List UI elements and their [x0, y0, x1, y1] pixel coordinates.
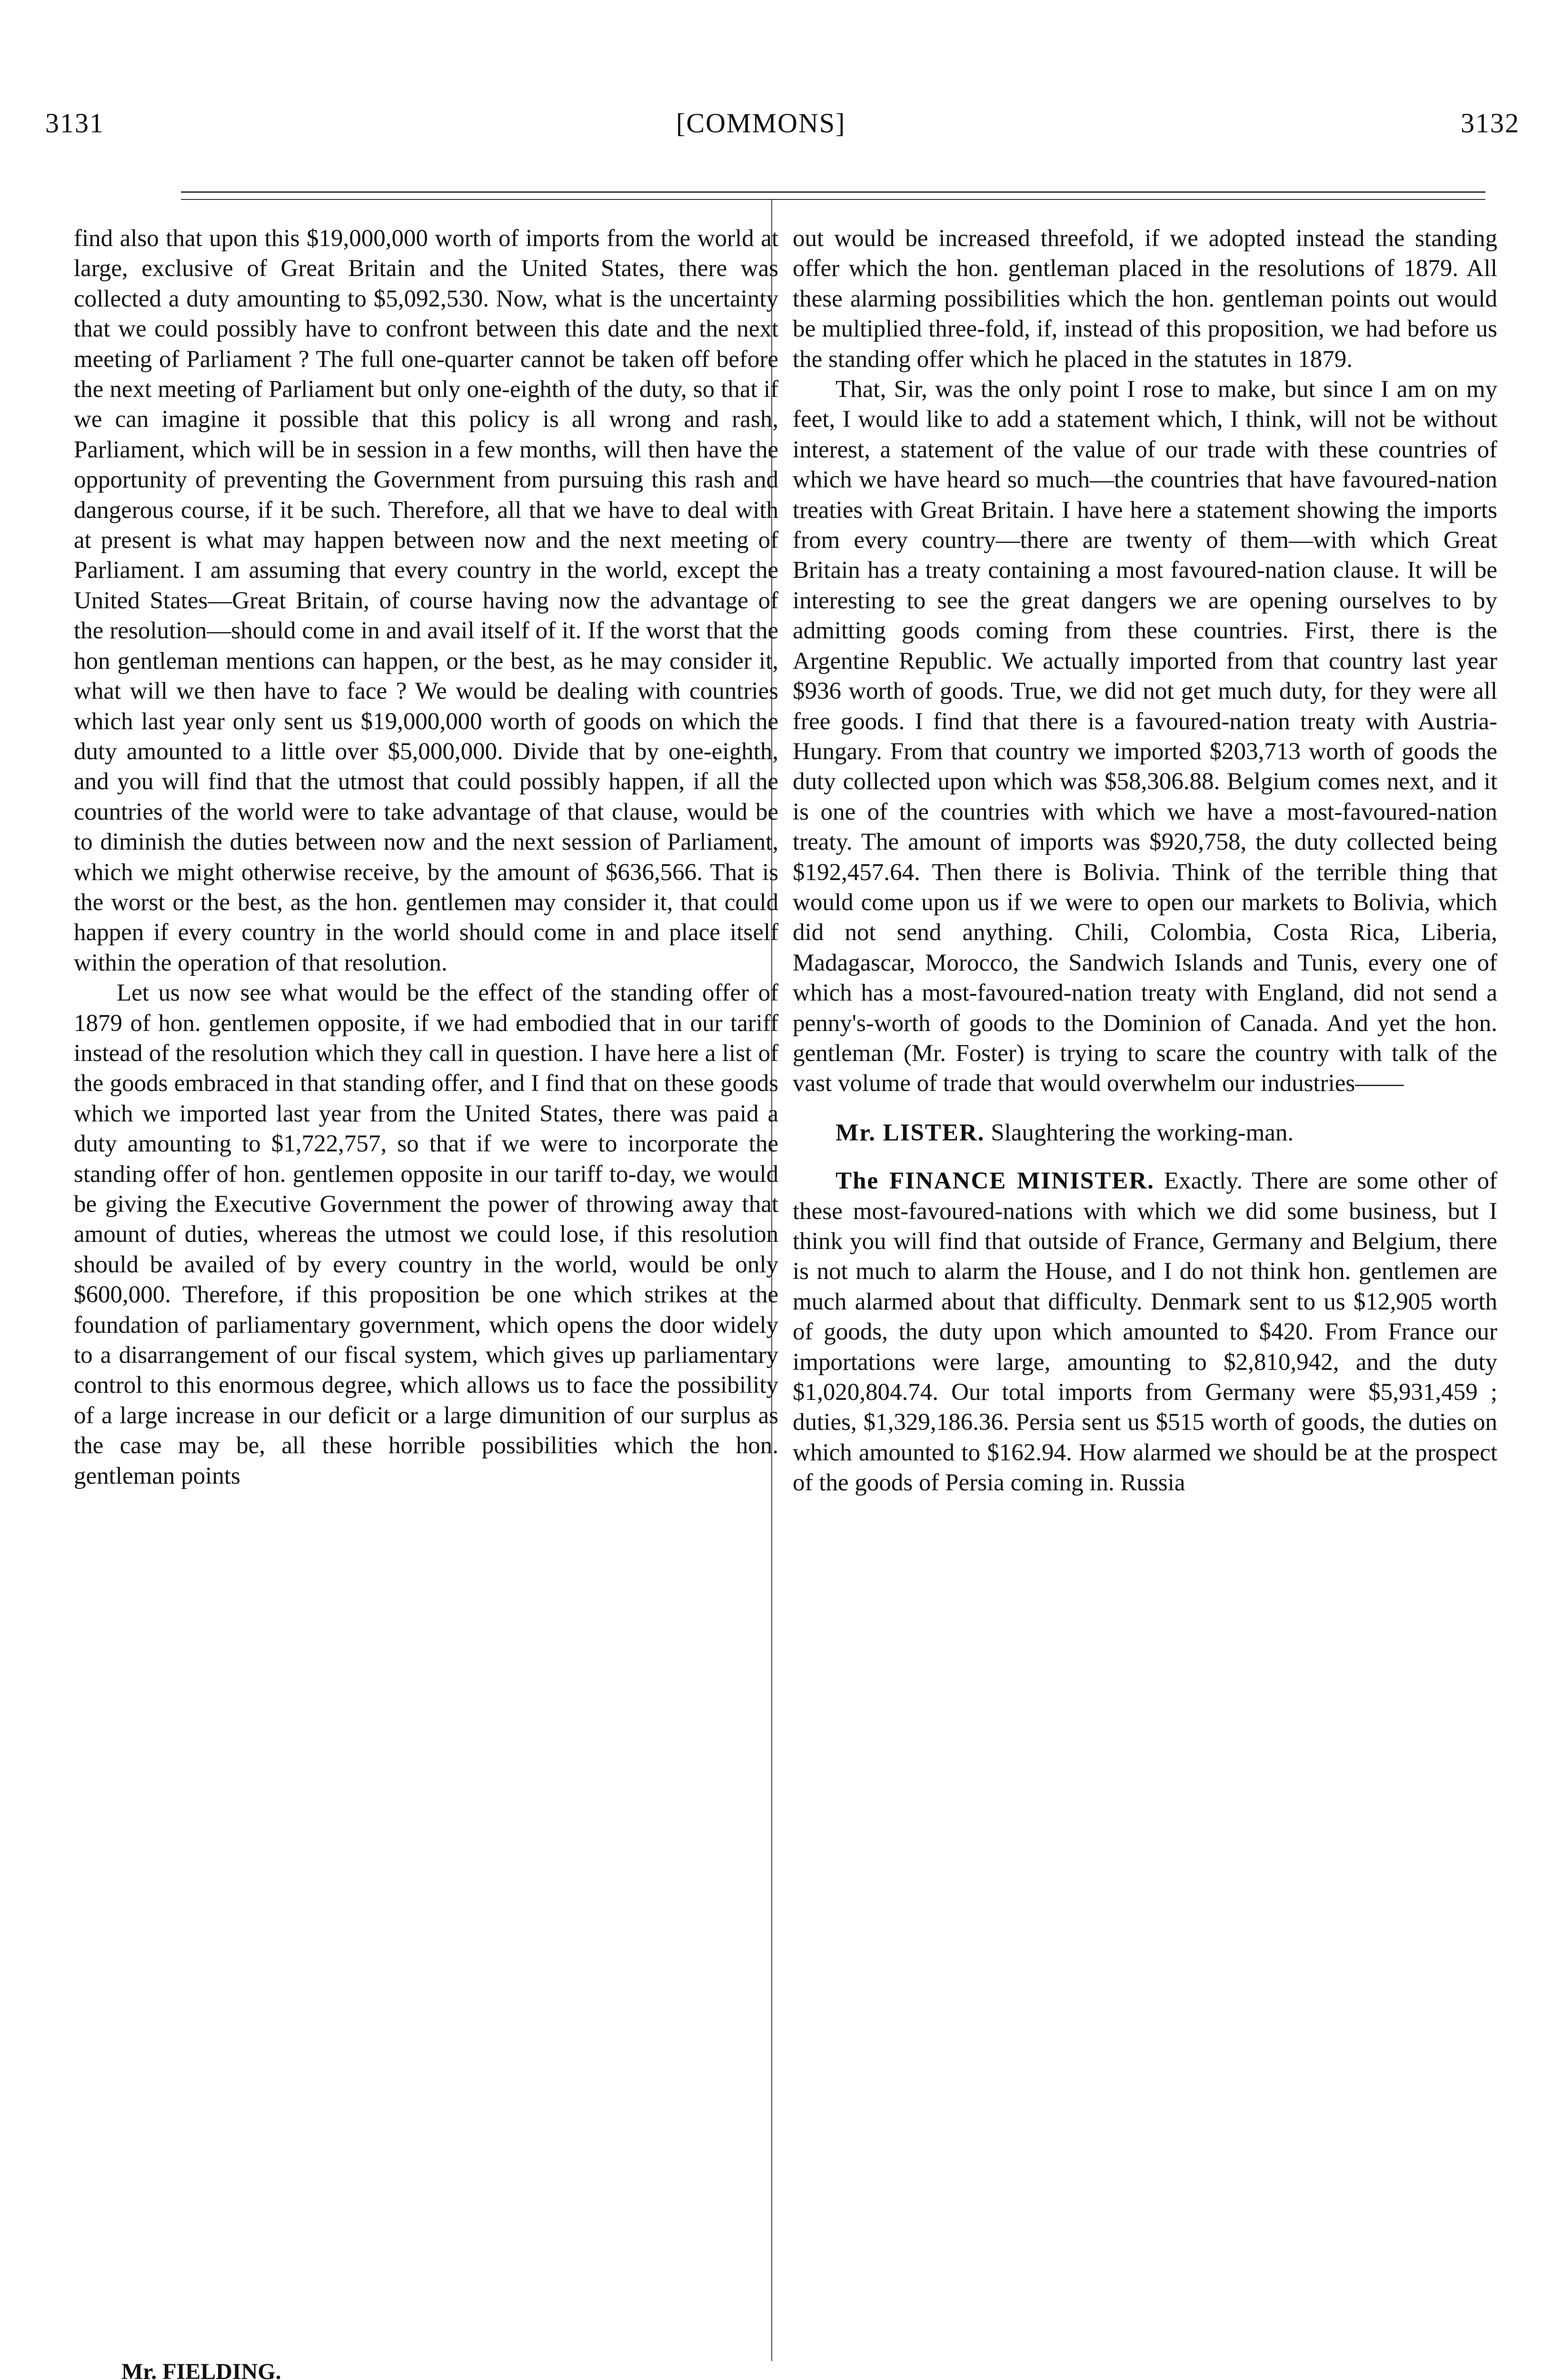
header-rule-top	[181, 191, 1485, 193]
left-paragraph-2: Let us now see what would be the effect of the standing offer of 1879 of hon. gentlemen opposite, if we had embodied that in our tariff instead of the resolution which they call in question. I have here a list of the goods embraced in that standing offer, and I find that on these goods which we imported last year from the United States, there was paid a duty amounting to $1,722,757, so that if we were to incorporate the standing offer of hon. gentlemen opposite in our tariff to-day, we would be giving the Executive Government the power of throwing away that amount of duties, whereas the utmost we could lose, if this resolution should be availed of by every country in the world, would be only $600,000. Therefore, if this proposition be one which strikes at the foundation of parliamentary government, which opens the door widely to a disarrangement of our fiscal system, which gives up parliamentary control to this enormous degree, which allows us to face the possibility of a large increase in our deficit or a large dimunition of our surplus as the case may be, all these horrible possibilities which the hon. gentleman points	[74, 980, 778, 1489]
right-page-number: 3132	[1461, 108, 1520, 139]
right-paragraph-1: out would be increased threefold, if we adopted instead the standing offer which the hon. gentleman placed in the resolutions of 1879. All these alarming possibilities which the hon. gentleman points out would be multiplied three-fold, if, instead of this proposition, we had before us the standing offer which he placed in the statutes in 1879.	[793, 225, 1497, 373]
page-header-title: [COMMONS]	[676, 108, 846, 139]
speech-lister	[793, 1118, 1497, 1148]
speech-finance-minister-text: Exactly. There are some other of these most-favoured-nations with which we did some business, but I think you will find that outside of France, Germany and Belgium, there is not much to alarm the House, and I do not think hon. gentlemen are much alarmed about that difficulty. Denmark sent to us $12,905 worth of goods, the duty upon which amounted to $420. From France our importations were large, amounting to $2,810,942, and the duty $1,020,804.74. Our total imports from Germany were $5,931,459 ; duties, $1,329,186.36. Persia sent us $515 worth of goods, the duties on which amounted to $162.94. How alarmed we should be at the prospect of the goods of Persia coming in. Russia	[793, 1168, 1497, 1497]
speaker-lister: Mr. LISTER.	[836, 1119, 985, 1146]
left-page-number: 3131	[45, 108, 104, 139]
left-paragraph-1: find also that upon this $19,000,000 worth of imports from the world at large, exclusive of Great Britain and the United States, there was collected a duty amounting to $5,092,530. Now, what is the uncertainty that we could possibly have to confront between this date and the next meeting of Parliament ? The full one-quarter cannot be taken off before the next meeting of Parliament but only one-eighth of the duty, so that if we can imagine it possible that this policy is all wrong and rash, Parliament, which will be in session in a few months, will then have the opportunity of preventing the Government from pursuing this rash and dangerous course, if it be such. Therefore, all that we have to deal with at present is what may happen between now and the next meeting of Parliament. I am assuming that every country in the world, except the United States—Great Britain, of course having now the advantage of the resolution—should come in and avail itself of it. If the worst that the hon gentleman mentions can happen, or the best, as he may consider it, what will we then have to face ? We would be dealing with countries which last year only sent us $19,000,000 worth of goods on which the duty amounted to a little over $5,000,000. Divide that by one-eighth, and you will find that the utmost that could possibly happen, if all the countries of the world were to take advantage of that clause, would be to diminish the duties between now and the next session of Parliament, which we might otherwise receive, by the amount of $636,566. That is the worst or the best, as the hon. gentlemen may consider it, that could happen if every country in the world should come in and place itself within the operation of that resolution.	[74, 225, 778, 976]
speaker-finance-minister: The FINANCE MINISTER.	[836, 1168, 1155, 1195]
speech-finance-minister	[793, 1166, 1497, 1498]
speech-lister-text: Slaughtering the working-man.	[991, 1119, 1294, 1146]
right-column	[793, 224, 1497, 1498]
header-rule-bottom	[181, 199, 1485, 200]
left-column	[74, 224, 778, 1491]
footer-speaker-name: Mr. FIELDING.	[121, 2359, 281, 2380]
right-paragraph-2: That, Sir, was the only point I rose to make, but since I am on my feet, I would like to add a statement which, I think, will not be without interest, a statement of the value of our trade with these countries of which we have heard so much—the countries that have favoured-nation treaties with Great Britain. I have here a statement showing the imports from every country—there are twenty of them—with which Great Britain has a treaty containing a most favoured-nation clause. It will be interesting to see the great dangers we are opening ourselves to by admitting goods coming from these countries. First, there is the Argentine Republic. We actually imported from that country last year $936 worth of goods. True, we did not get much duty, for they were all free goods. I find that there is a favoured-nation treaty with Austria-Hungary. From that country we imported $203,713 worth of goods the duty collected upon which was $58,306.88. Belgium comes next, and it is one of the countries with which we have a most-favoured-nation treaty. The amount of imports was $920,758, the duty collected being $192,457.64. Then there is Bolivia. Think of the terrible thing that would come upon us if we were to open our markets to Bolivia, which did not send anything. Chili, Colombia, Costa Rica, Liberia, Madagascar, Morocco, the Sandwich Islands and Tunis, every one of which has a most-favoured-nation treaty with England, did not send a penny's-worth of goods to the Dominion of Canada. And yet the hon. gentleman (Mr. Foster) is trying to scare the country with talk of the vast volume of trade that would overwhelm our industries——	[793, 376, 1497, 1097]
